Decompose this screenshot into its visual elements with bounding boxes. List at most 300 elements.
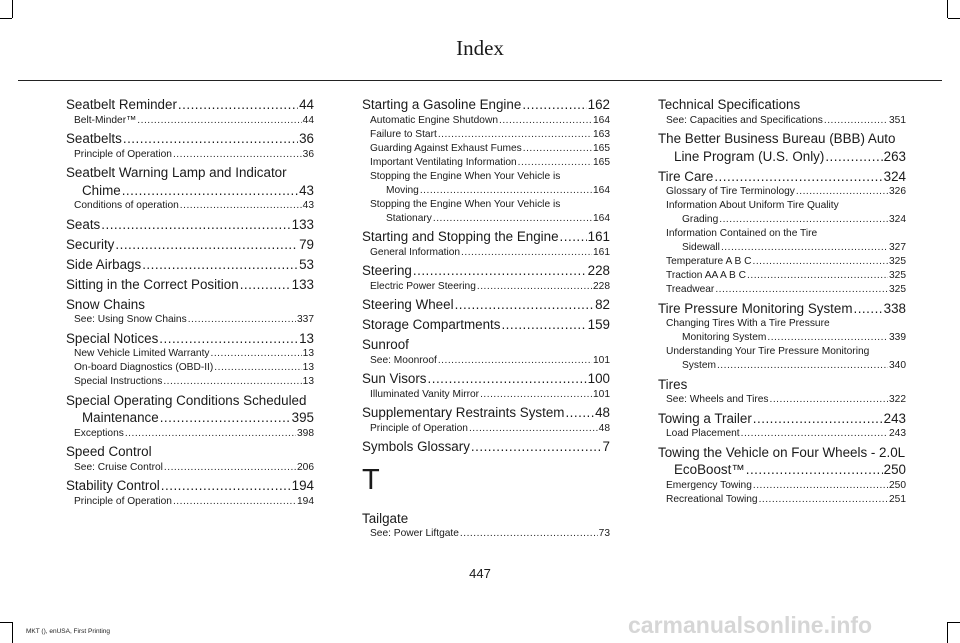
index-line [74,427,314,441]
index-page-ref[interactable]: 395 [291,410,314,425]
index-page-ref[interactable]: 228 [593,280,610,292]
index-line [74,114,314,128]
index-subentry [658,199,906,227]
dot-leader [717,359,888,373]
index-subentry [362,170,610,198]
index-page-ref[interactable]: 325 [889,284,906,295]
index-page-ref[interactable]: 325 [889,270,906,281]
index-term: Temperature A B C [666,256,752,267]
dot-leader [767,331,888,345]
dot-leader [438,128,592,142]
dot-leader [173,148,302,162]
index-line [370,156,610,170]
index-line [74,375,314,389]
index-page-ref[interactable]: 7 [602,439,610,454]
index-term: Automatic Engine Shutdown [370,114,498,126]
index-term: Grading [682,214,719,225]
index-line [666,479,906,493]
dot-leader [746,461,883,479]
index-entry [66,256,314,274]
index-line [66,130,314,148]
dot-leader [214,361,301,375]
index-line [66,164,314,182]
index-subentry [362,114,610,128]
dot-leader [796,185,888,199]
dot-leader [753,479,888,493]
edition-footer: MKT (), enUSA, First Printing [26,628,111,635]
index-term: Load Placement [666,428,740,439]
index-line [666,114,906,128]
dot-leader [159,330,298,348]
index-line [362,404,610,422]
dot-leader [480,388,592,402]
index-entry [66,330,314,390]
index-entry [362,96,610,226]
dot-leader [523,142,592,156]
index-line [362,510,610,528]
dot-leader [770,393,889,407]
index-line [362,316,610,334]
index-entry [658,444,906,507]
index-line [666,241,906,255]
index-page-ref[interactable]: 44 [299,97,314,112]
index-page-ref[interactable]: 43 [299,182,314,198]
index-subentry [362,142,610,156]
dot-leader [824,114,888,128]
index-subentry [362,198,610,226]
index-line [362,262,610,280]
index-line [666,331,906,345]
index-page-ref[interactable]: 340 [889,360,906,371]
index-page-ref[interactable]: 250 [883,462,906,477]
index-page-ref[interactable]: 250 [889,479,906,491]
index-entry [658,376,906,408]
index-entry [66,236,314,254]
index-entry [658,96,906,128]
index-page-ref[interactable]: 327 [889,242,906,253]
index-term: Important Ventilating Information [370,156,517,168]
index-line [66,409,314,427]
index-line [362,228,610,246]
index-term: Sidewall [682,242,720,253]
index-page-ref[interactable]: 163 [593,128,610,140]
index-line [666,283,906,297]
index-term: Principle of Operation [370,422,468,434]
index-page-ref[interactable]: 337 [297,314,314,325]
index-subentry [658,185,906,199]
dot-leader [163,375,301,389]
index-line [74,313,314,327]
index-line [666,317,906,331]
index-term: On-board Diagnostics (OBD-II) [74,362,214,373]
index-column-2 [362,96,610,541]
index-entry [362,336,610,368]
dot-leader [460,527,598,541]
index-term: Speed Control [66,444,152,459]
index-term: Information Contained on the Tire [666,228,818,239]
index-page-ref[interactable]: 53 [299,256,314,272]
index-term: Chime [82,182,121,198]
index-page-ref[interactable]: 251 [889,493,906,505]
index-page-ref[interactable]: 43 [302,200,314,211]
index-term: Principle of Operation [74,495,172,507]
crop-mark [0,18,12,19]
dot-leader [471,438,602,456]
index-page-ref[interactable]: 13 [299,330,314,346]
index-page-ref[interactable]: 100 [587,371,610,386]
index-term: Side Airbags [66,256,142,272]
index-term: Monitoring System [682,332,767,343]
index-page-ref[interactable]: 13 [302,348,314,359]
index-term: Electric Power Steering [370,280,476,292]
index-line [74,361,314,375]
dot-leader [461,246,592,260]
index-term: Principle of Operation [74,148,172,160]
index-term: Information About Uniform Tire Quality [666,200,839,211]
index-subentry [658,269,906,283]
index-line [370,246,610,260]
dot-leader [180,199,302,213]
index-line [658,300,906,318]
dot-leader [469,422,598,436]
index-page-ref[interactable]: 324 [889,214,906,225]
index-term: See: Capacities and Specifications [666,114,823,126]
index-term: Seatbelt Reminder [66,97,177,112]
index-line [658,444,906,462]
index-term: Special Operating Conditions Scheduled [66,392,307,408]
index-term: Special Instructions [74,376,163,387]
dot-leader [413,262,587,280]
index-term: Glossary of Tire Terminology [666,186,795,197]
index-page-ref[interactable]: 73 [598,528,610,539]
index-line [66,182,314,200]
index-term: Illuminated Vanity Mirror [370,388,480,400]
index-term: See: Cruise Control [74,461,163,473]
index-line [666,493,906,507]
index-subentry [362,422,610,436]
index-page-ref[interactable]: 206 [297,461,314,473]
index-term: Tailgate [362,510,409,526]
index-line [370,527,610,541]
index-subentry [362,280,610,294]
index-subentry [658,283,906,297]
index-line [666,185,906,199]
index-subentry [658,479,906,493]
index-page-ref[interactable]: 194 [297,495,314,507]
dot-leader [137,114,301,128]
index-page-ref[interactable]: 165 [593,142,610,154]
index-line [370,198,610,212]
dot-leader [747,269,888,283]
dot-leader [420,184,592,198]
index-line [66,296,314,314]
index-entry [66,392,314,441]
index-entry [658,410,906,442]
index-page-ref[interactable]: 325 [889,256,906,267]
index-page-ref[interactable]: 263 [883,148,906,164]
index-subentry [362,156,610,170]
index-page-ref[interactable]: 82 [595,297,610,312]
index-subentry [66,361,314,375]
index-page-ref[interactable]: 159 [587,317,610,332]
index-term: Sunroof [362,337,409,352]
index-line [370,128,610,142]
index-term: Exceptions [74,427,124,439]
index-line [666,199,906,213]
index-entry [66,276,314,294]
index-subentry [362,246,610,260]
dot-leader [142,256,298,274]
index-line [74,199,314,213]
index-term: Tire Pressure Monitoring System [658,300,853,316]
index-subentry [658,427,906,441]
index-term: Tires [658,376,688,392]
dot-leader [101,216,290,234]
index-line [370,354,610,368]
index-subentry [658,227,906,255]
crop-mark [947,0,948,18]
index-page-ref[interactable]: 326 [889,186,906,197]
index-term: Traction AA A B C [666,270,747,281]
index-term: Seatbelt Warning Lamp and Indicator [66,165,287,180]
index-subentry [658,493,906,507]
index-entry [362,296,610,314]
index-entry [658,300,906,374]
dot-leader [455,296,595,314]
index-entry [66,164,314,213]
crop-mark [12,622,13,643]
index-page-ref[interactable]: 164 [593,212,610,224]
dot-leader [825,148,882,166]
index-line [666,359,906,373]
index-term: Special Notices [66,330,159,346]
dot-leader [160,409,291,427]
index-term: See: Moonroof [370,354,437,366]
index-entry [66,443,314,475]
index-page-ref[interactable]: 48 [595,405,610,420]
dot-leader [240,276,291,294]
index-term: The Better Business Bureau (BBB) Auto [658,131,896,146]
index-entry [66,96,314,128]
index-page-ref[interactable]: 36 [299,131,314,146]
index-page-ref[interactable]: 194 [291,478,314,493]
dot-leader [433,212,592,226]
index-subentry [66,347,314,361]
index-term: Understanding Your Tire Pressure Monitoring [666,346,870,357]
index-line [362,336,610,354]
dot-leader [715,283,888,297]
index-entry [66,130,314,162]
dot-leader [719,213,888,227]
index-term: Steering [362,263,412,278]
index-line [370,114,610,128]
index-line [66,443,314,461]
index-page-ref[interactable]: 161 [587,229,610,244]
index-line [74,461,314,475]
index-term: General Information [370,246,461,258]
index-page-ref[interactable]: 101 [593,354,610,366]
index-subentry [66,495,314,509]
index-term: Maintenance [82,410,159,425]
index-subentry [66,148,314,162]
index-subentry [66,114,314,128]
index-entry [362,316,610,334]
index-line [370,388,610,402]
index-term: Changing Tires With a Tire Pressure [666,318,830,329]
index-line [66,477,314,495]
index-term: See: Power Liftgate [370,528,459,539]
dot-leader [125,427,296,441]
index-page-ref[interactable]: 36 [302,148,314,160]
index-term: Supplementary Restraints System [362,405,565,420]
index-page-ref[interactable]: 324 [883,168,906,184]
index-line [370,184,610,198]
dot-leader [438,354,592,368]
index-term: System [682,360,716,371]
page-number: 447 [469,566,491,581]
index-line [666,269,906,283]
dot-leader [853,300,882,318]
index-line [658,96,906,114]
index-page-ref[interactable]: 164 [593,114,610,126]
index-term: Tire Care [658,168,714,184]
index-page-ref[interactable]: 48 [598,422,610,434]
page-title: Index [456,36,504,60]
index-subentry [362,128,610,142]
index-column-1 [66,96,314,509]
dot-leader [721,241,888,255]
index-column-3 [658,96,906,507]
index-page-ref[interactable]: 79 [299,236,314,252]
index-line [658,376,906,394]
dot-leader [164,461,296,475]
index-term: Stationary [386,212,432,224]
dot-leader [123,130,298,148]
index-term: Conditions of operation [74,200,179,211]
index-term: Recreational Towing [666,493,758,505]
dot-leader [499,114,592,128]
index-entry [66,477,314,509]
dot-leader [178,96,298,114]
dot-leader [741,427,888,441]
dot-leader [115,236,298,254]
dot-leader [122,182,298,200]
index-entry [658,130,906,165]
crop-mark [948,18,960,19]
dot-leader [560,228,587,246]
index-subentry [66,313,314,327]
index-page-ref[interactable]: 243 [883,410,906,426]
index-line [658,130,906,148]
index-subentry [658,317,906,345]
index-entry [362,228,610,260]
index-entry [658,168,906,298]
index-page-ref[interactable]: 13 [302,376,314,387]
index-term: Failure to Start [370,128,437,140]
index-line [370,142,610,156]
index-line [66,216,314,234]
index-subentry [362,354,610,368]
index-term: Symbols Glossary [362,439,470,454]
index-term: Security [66,236,115,252]
index-page-ref[interactable]: 162 [587,97,610,112]
index-line [74,347,314,361]
section-letter: T [362,463,380,496]
index-line [370,170,610,184]
index-term: Sun Visors [362,371,427,386]
index-line [666,427,906,441]
index-subentry [66,199,314,213]
index-page-ref[interactable]: 164 [593,184,610,196]
dot-leader [753,255,888,269]
index-term: Starting and Stopping the Engine [362,229,559,244]
index-line [666,213,906,227]
dot-leader [522,96,586,114]
index-term: Seats [66,216,101,232]
index-page-ref[interactable]: 322 [889,394,906,405]
index-line [370,280,610,294]
dot-leader [477,280,592,294]
index-page-ref[interactable]: 133 [291,216,314,232]
index-line [666,345,906,359]
index-page-ref[interactable]: 13 [302,362,314,373]
index-term: Stopping the Engine When Your Vehicle is [370,198,561,210]
title-divider [18,80,942,81]
index-subentry [66,375,314,389]
index-subentry [658,114,906,128]
index-term: EcoBoost™ [674,462,745,477]
index-page-ref[interactable]: 133 [291,276,314,292]
dot-leader [188,313,296,327]
index-page-ref[interactable]: 44 [302,114,314,126]
index-term: Technical Specifications [658,97,801,112]
index-subentry [66,427,314,441]
index-line [370,212,610,226]
index-page-ref[interactable]: 338 [883,300,906,316]
index-subentry [658,393,906,407]
dot-leader [759,493,888,507]
index-page-ref[interactable]: 101 [593,388,610,400]
index-line [66,256,314,274]
index-term: Guarding Against Exhaust Fumes [370,142,522,154]
index-page-ref[interactable]: 398 [297,427,314,439]
index-page-ref[interactable]: 243 [889,428,906,439]
index-line [74,148,314,162]
dot-leader [428,370,587,388]
index-page-ref[interactable]: 339 [889,332,906,343]
index-line [666,255,906,269]
index-line [658,168,906,186]
index-page-ref[interactable]: 228 [587,263,610,278]
index-entry [362,438,610,456]
index-entry [362,370,610,402]
index-page-ref[interactable]: 165 [593,156,610,168]
index-line [658,410,906,428]
dot-leader [501,316,586,334]
index-term: Stopping the Engine When Your Vehicle is [370,170,561,182]
index-subentry [658,345,906,373]
watermark: carmanualsonline.info [628,612,873,638]
index-page-ref[interactable]: 351 [889,114,906,126]
index-line [658,461,906,479]
index-subentry [362,388,610,402]
index-term: See: Wheels and Tires [666,394,769,405]
index-page-ref[interactable]: 161 [593,246,610,258]
dot-leader [161,477,291,495]
index-term: Seatbelts [66,131,122,146]
crop-mark [947,622,948,643]
index-subentry [66,461,314,475]
